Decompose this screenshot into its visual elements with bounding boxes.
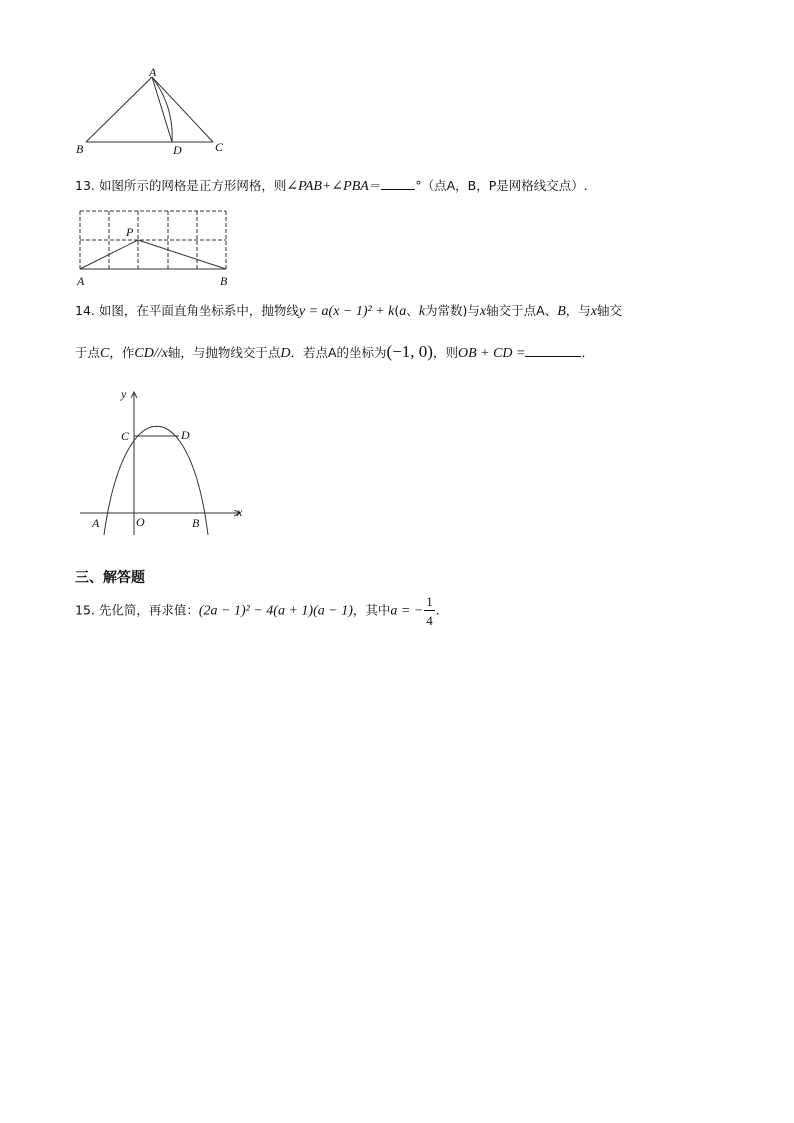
label-b: B xyxy=(76,142,84,156)
label-y: y xyxy=(121,387,127,401)
q13-equals: ＝ xyxy=(368,178,382,193)
q14-var-x: x xyxy=(590,304,597,319)
triangle-figure xyxy=(70,66,230,162)
q14-text: 、 xyxy=(406,303,419,318)
q14-answer-expression: OB + CD = xyxy=(457,346,526,361)
label-p: P xyxy=(126,225,134,239)
q14-text: 轴交于点A、 xyxy=(486,303,558,318)
q15-text-2: ，其中 xyxy=(352,602,391,618)
segment-ac xyxy=(152,77,213,142)
q14-var-x: x xyxy=(479,304,487,319)
question-15 xyxy=(75,595,440,627)
q15-variable: a = − xyxy=(390,603,424,619)
label-a: A xyxy=(149,66,157,79)
q15-number: 15. xyxy=(75,602,95,618)
label-o: O xyxy=(136,515,145,529)
q14-var-k: k xyxy=(418,304,426,319)
grid-figure xyxy=(70,205,245,290)
label-x: x xyxy=(237,505,243,519)
label-d: D xyxy=(181,428,190,442)
q14-text: 轴交 xyxy=(597,303,623,318)
q14-cd-parallel-x: CD//x xyxy=(134,346,168,361)
parabola-figure xyxy=(70,380,255,540)
question-14-line-2 xyxy=(75,342,585,362)
q14-text: ，与 xyxy=(565,303,591,318)
q14-var-d: D xyxy=(280,346,291,361)
q14-text: 轴，与抛物线交于点 xyxy=(167,345,281,360)
label-d: D xyxy=(173,143,182,157)
label-a: A xyxy=(77,274,85,288)
q15-expression: (2a − 1)² − 4(a + 1)(a − 1) xyxy=(198,603,353,619)
q14-answer-blank[interactable] xyxy=(525,344,581,357)
section-3-heading: 三、解答题 xyxy=(75,570,145,586)
q14-parabola-equation: y = a(x − 1)² + k xyxy=(298,304,395,319)
q14-text: ．若点A的坐标为 xyxy=(290,345,387,360)
q14-text: 为常数)与 xyxy=(425,303,480,318)
q14-text: . xyxy=(581,345,586,360)
label-b: B xyxy=(192,516,200,530)
q14-var-a: a xyxy=(399,304,407,319)
q15-fraction-numerator: 1 xyxy=(426,594,433,609)
q14-text: 于点 xyxy=(75,345,101,360)
q14-coordinate-a: (−1, 0) xyxy=(386,342,433,361)
q13-text-1: 如图所示的网格是正方形网格，则 xyxy=(98,178,287,193)
q14-number: 14. xyxy=(75,303,95,318)
q14-text: ( xyxy=(394,303,400,318)
segment-pb xyxy=(138,240,226,269)
q14-var-b: B xyxy=(557,304,566,319)
question-14-line-1 xyxy=(75,301,622,320)
label-b: B xyxy=(220,274,228,288)
q14-text: ，则 xyxy=(432,345,458,360)
q14-text: 如图，在平面直角坐标系中，抛物线 xyxy=(98,303,299,318)
label-a: A xyxy=(92,516,100,530)
q15-fraction-denominator: 4 xyxy=(426,613,433,628)
q15-end: . xyxy=(435,602,440,618)
q15-text-1: 先化简，再求值： xyxy=(98,602,199,618)
q13-answer-blank[interactable] xyxy=(381,177,415,190)
q13-expression: ∠PAB+∠PBA xyxy=(286,179,369,194)
label-c: C xyxy=(121,429,130,443)
q13-number: 13. xyxy=(75,178,95,193)
question-13 xyxy=(75,176,588,195)
q14-text: ，作 xyxy=(109,345,135,360)
segment-ab xyxy=(86,77,152,142)
q15-fraction xyxy=(424,595,435,627)
q13-text-2: °（点A，B，P是网格线交点）. xyxy=(415,178,588,193)
q14-var-c: C xyxy=(100,346,110,361)
label-c: C xyxy=(215,140,224,154)
